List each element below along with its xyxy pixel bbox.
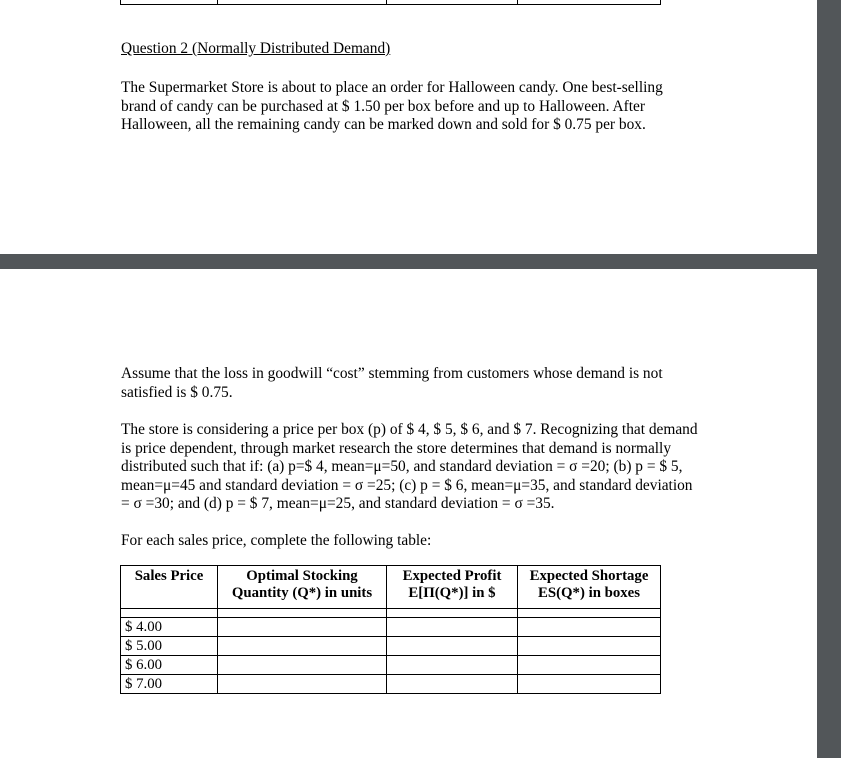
quantity-cell	[218, 618, 387, 637]
table-row	[121, 637, 661, 656]
table-spacer-row	[121, 609, 661, 618]
document-page-2	[0, 269, 817, 758]
shortage-cell	[518, 618, 661, 637]
quantity-cell	[218, 675, 387, 694]
header-expected-shortage: Expected Shortage ES(Q*) in boxes	[518, 566, 661, 609]
profit-cell	[387, 675, 518, 694]
table-row	[121, 656, 661, 675]
table-row	[121, 675, 661, 694]
profit-cell	[387, 637, 518, 656]
sales-price-cell: $ 5.00	[121, 637, 218, 656]
problem-intro-paragraph: The Supermarket Store is about to place an order for Halloween candy. One best-selling brand of candy can be purchased at $ 1.50 per box before and up to Halloween. After Halloween, all the remaining candy can be marked down and sold for $ 0.75 per box.	[121, 79, 663, 133]
header-optimal-quantity: Optimal Stocking Quantity (Q*) in units	[218, 566, 387, 609]
header-sales-price: Sales Price	[121, 566, 218, 609]
table-instruction: For each sales price, complete the following table:	[121, 532, 432, 549]
table-header-row	[121, 566, 661, 609]
quantity-cell	[218, 637, 387, 656]
profit-cell	[387, 618, 518, 637]
header-expected-profit: Expected Profit E[Π(Q*)] in $	[387, 566, 518, 609]
goodwill-paragraph: Assume that the loss in goodwill “cost” stemming from customers whose demand is not satisfied is $ 0.75.	[121, 365, 663, 401]
sales-price-cell: $ 7.00	[121, 675, 218, 694]
profit-cell	[387, 656, 518, 675]
sales-price-cell: $ 4.00	[121, 618, 218, 637]
shortage-cell	[518, 656, 661, 675]
pricing-demand-paragraph: The store is considering a price per box (p) of $ 4, $ 5, $ 6, and $ 7. Recognizing that demand is price dependent, through market research the store determines that demand is normally distributed such that if: (a) p=$ 4, mean=μ=50, and standard deviation = σ =20; (b) p = $ 5, mean=μ=45 and standard deviation = σ =25; (c) p = $ 6, mean=μ=35, and standard deviation = σ =30; and (d) p = $ 7, mean=μ=25, and standard deviation = σ =35.	[121, 421, 698, 512]
table-row	[121, 618, 661, 637]
document-page-1	[0, 0, 817, 254]
shortage-cell	[518, 675, 661, 694]
sales-price-cell: $ 6.00	[121, 656, 218, 675]
quantity-cell	[218, 656, 387, 675]
results-table	[120, 565, 661, 694]
question-heading: Question 2 (Normally Distributed Demand)	[121, 40, 391, 57]
previous-table-fragment	[120, 0, 661, 5]
shortage-cell	[518, 637, 661, 656]
